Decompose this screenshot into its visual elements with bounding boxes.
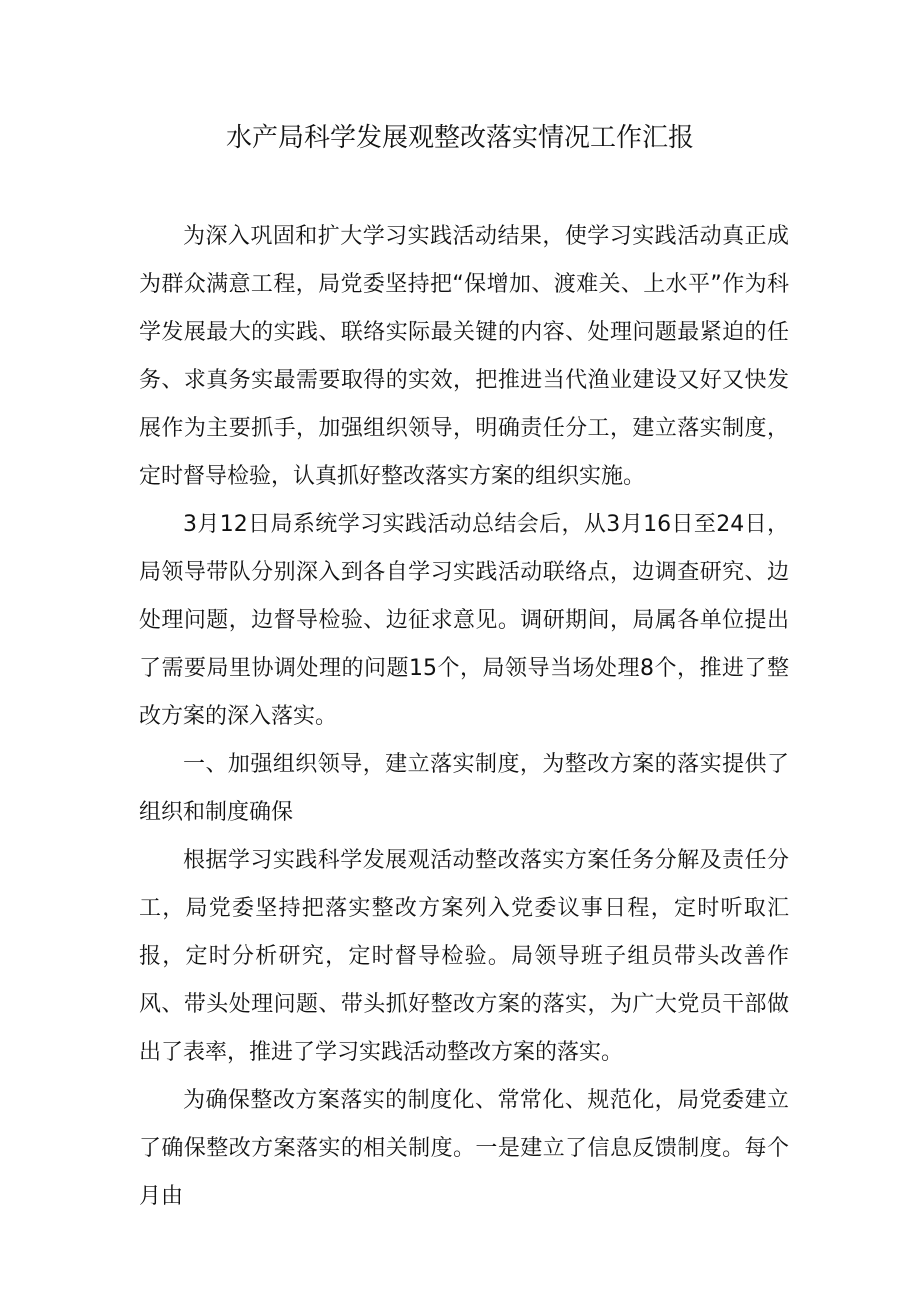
paragraph-system: 为确保整改方案落实的制度化、常常化、规范化，局党委建立了确保整改方案落实的相关制度。一是建立了信息反馈制度。每个月由 (139, 1088, 789, 1209)
document-body (139, 213, 789, 1221)
paragraph-intro: 为深入巩固和扩大学习实践活动结果，使学习实践活动真正成为群众满意工程，局党委坚持把“保增加、渡难关、上水平”作为科学发展最大的实践、联络实际最关键的内容、处理问题最紧迫的任务、求真务实最需要取得的实效，把推进当代渔业建设又好又快发展作为主要抓手，加强组织领导，明确责任分工，建立落实制度，定时督导检验，认真抓好整改落实方案的组织实施。 (139, 224, 789, 489)
section-heading-1: 一、加强组织领导，建立落实制度，为整改方案的落实提供了组织和制度确保 (139, 752, 789, 825)
paragraph-responsibility: 根据学习实践科学发展观活动整改落实方案任务分解及责任分工，局党委坚持把落实整改方案列入党委议事日程，定时听取汇报，定时分析研究，定时督导检验。局领导班子组员带头改善作风、带头处理问题、带头抓好整改方案的落实，为广大党员干部做出了表率，推进了学习实践活动整改方案的落实。 (139, 848, 789, 1065)
paragraph-research: 3月12日局系统学习实践活动总结会后，从3月16日至24日，局领导带队分别深入到各自学习实践活动联络点，边调查研究、边处理问题，边督导检验、边征求意见。调研期间，局属各单位提出了需要局里协调处理的问题15个，局领导当场处理8个，推进了整改方案的深入落实。 (139, 512, 789, 729)
document-title: 水产局科学发展观整改落实情况工作汇报 (225, 123, 694, 153)
